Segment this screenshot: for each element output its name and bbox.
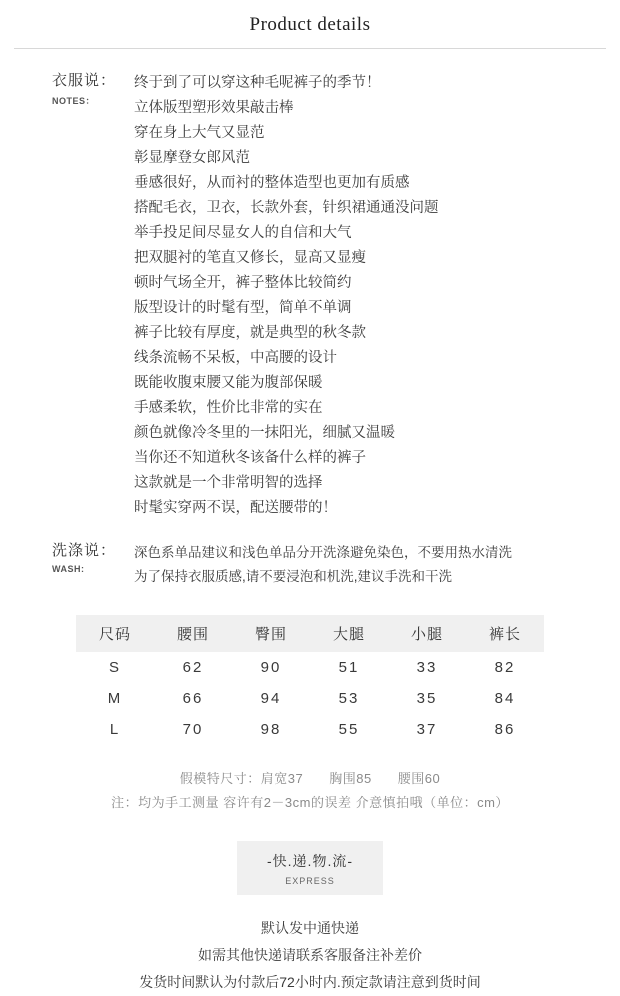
notes-line: 立体版型塑形效果敲击棒 [134, 100, 294, 116]
table-cell: 82 [494, 659, 516, 676]
express-title-en: EXPRESS [285, 875, 335, 886]
notes-line: 举手投足间尽显女人的自信和大气 [134, 225, 352, 241]
notes-line: 穿在身上大气又显范 [134, 125, 265, 141]
shipping-line: 默认发中通快递 [261, 920, 359, 936]
notes-section [0, 71, 620, 521]
size-table-wrapper [76, 615, 544, 745]
table-cell: 53 [338, 690, 360, 707]
notes-line: 既能收腹束腰又能为腹部保暖 [134, 375, 323, 391]
table-cell: 98 [260, 721, 282, 738]
page-title: Product details [249, 14, 371, 35]
express-badge [237, 841, 383, 895]
table-row [76, 714, 544, 745]
notes-line: 把双腿衬的笔直又修长，显高又显瘦 [134, 250, 366, 266]
table-header-cell: 臀围 [232, 615, 310, 652]
header-divider [14, 48, 606, 49]
notes-line: 当你还不知道秋冬该备什么样的裤子 [134, 450, 366, 466]
measurement-disclaimer: 注：均为手工测量 容许有2－3cm的误差 介意慎拍哦（单位：cm） [111, 795, 509, 810]
notes-line: 颜色就像冷冬里的一抹阳光，细腻又温暖 [134, 425, 395, 441]
notes-label-cn: 衣服说： [52, 72, 117, 89]
table-header-cell: 大腿 [310, 615, 388, 652]
table-cell: 66 [182, 690, 204, 707]
notes-line: 顿时气场全开，裤子整体比较简约 [134, 275, 352, 291]
model-label: 假模特尺寸： [179, 771, 261, 786]
notes-label-en: NOTES： [52, 96, 96, 106]
notes-line: 彰显摩登女郎风范 [134, 150, 250, 166]
shipping-line: 发货时间默认为付款后72小时内.预定款请注意到货时间 [139, 974, 481, 990]
table-cell: 51 [338, 659, 360, 676]
table-row [76, 683, 544, 714]
table-cell: 70 [182, 721, 204, 738]
table-cell: 90 [260, 659, 282, 676]
table-cell: 35 [416, 690, 438, 707]
table-cell: 62 [182, 659, 204, 676]
page-header [0, 0, 620, 36]
notes-line: 终于到了可以穿这种毛呢裤子的季节！ [134, 75, 381, 91]
measurement-notes [0, 767, 620, 815]
notes-line: 这款就是一个非常明智的选择 [134, 475, 323, 491]
notes-body [130, 71, 598, 521]
table-cell: M [107, 690, 123, 707]
table-cell: S [108, 659, 121, 676]
notes-line: 裤子比较有厚度，就是典型的秋冬款 [134, 325, 366, 341]
model-waist: 腰围60 [397, 771, 441, 786]
wash-label-cn: 洗涤说： [52, 542, 117, 559]
notes-line: 手感柔软，性价比非常的实在 [134, 400, 323, 416]
notes-line: 垂感很好，从而衬的整体造型也更加有质感 [134, 175, 410, 191]
table-header-row [76, 615, 544, 652]
size-table [76, 615, 544, 745]
wash-section [0, 541, 620, 589]
wash-line: 为了保持衣服质感,请不要浸泡和机洗,建议手洗和干洗 [134, 569, 453, 584]
express-title-cn: -快.递.物.流- [267, 852, 353, 869]
table-cell: 94 [260, 690, 282, 707]
table-cell: 33 [416, 659, 438, 676]
notes-line: 版型设计的时髦有型，简单不单调 [134, 300, 352, 316]
table-header-cell: 腰围 [154, 615, 232, 652]
model-bust: 胸围85 [329, 771, 372, 786]
notes-label-block [22, 71, 130, 521]
notes-line: 时髦实穿两不误，配送腰带的！ [134, 500, 337, 516]
table-cell: 55 [338, 721, 360, 738]
wash-body [130, 541, 598, 589]
table-cell: L [109, 721, 121, 738]
table-cell: 86 [494, 721, 516, 738]
table-header-cell: 裤长 [466, 615, 544, 652]
wash-line: 深色系单品建议和浅色单品分开洗涤避免染色，不要用热水清洗 [134, 545, 512, 560]
table-header-cell: 小腿 [388, 615, 466, 652]
express-section [0, 841, 620, 895]
table-cell: 84 [494, 690, 516, 707]
model-measurements [0, 767, 620, 791]
table-header-cell: 尺码 [76, 615, 154, 652]
model-shoulder: 肩宽37 [260, 771, 304, 786]
wash-label-block [22, 541, 130, 589]
notes-line: 搭配毛衣，卫衣，长款外套，针织裙通通没问题 [134, 200, 439, 216]
shipping-line: 如需其他快递请联系客服备注补差价 [198, 947, 422, 963]
wash-label-en: WASH: [52, 564, 85, 574]
notes-line: 线条流畅不呆板，中高腰的设计 [134, 350, 337, 366]
table-row [76, 652, 544, 683]
table-cell: 37 [416, 721, 438, 738]
shipping-notes [0, 915, 620, 996]
